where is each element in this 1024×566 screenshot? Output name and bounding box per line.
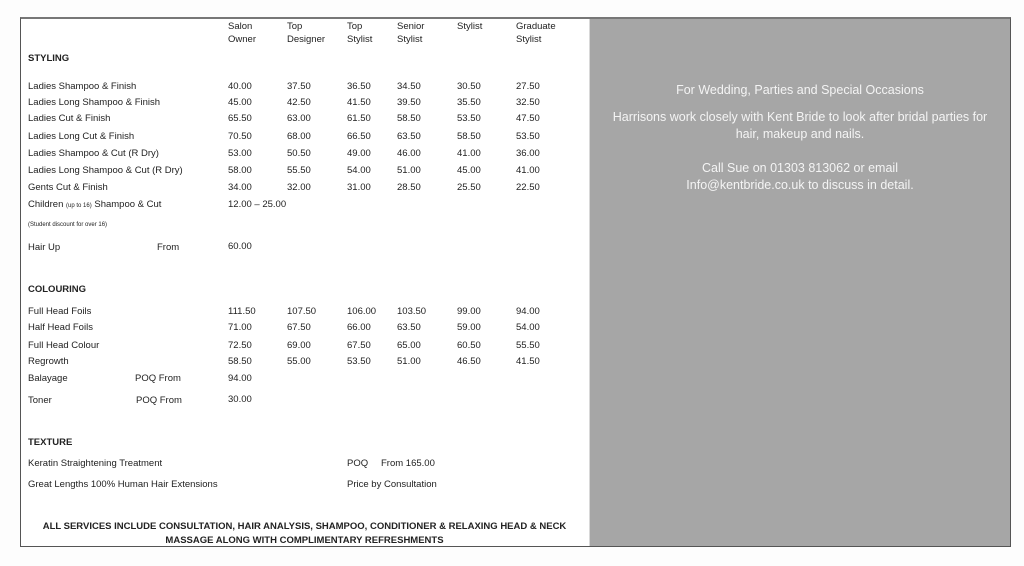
service-name: Balayage [28, 373, 68, 384]
price: Price by Consultation [347, 479, 437, 490]
student-discount-note: (Student discount for over 16) [28, 222, 108, 228]
service-name-suffix: Shampoo & Cut [94, 199, 162, 210]
service-name: Gents Cut & Finish [28, 182, 108, 193]
column-header-line2: Stylist [347, 34, 373, 45]
price-list-panel [21, 19, 588, 546]
service-name: Full Head Colour [28, 340, 100, 351]
price-graduate-stylist: 94.00 [516, 306, 540, 317]
section-title-styling: STYLING [28, 53, 70, 64]
price-top-designer: 37.50 [287, 81, 311, 92]
column-header-line1: Salon [228, 21, 253, 32]
price-senior-stylist: 39.50 [397, 97, 421, 108]
price-qualifier: From [157, 242, 180, 253]
services-footer-note [21, 520, 588, 548]
column-header-stylist [457, 20, 482, 33]
price-range: 12.00 – 25.00 [228, 199, 287, 210]
price-salon-owner: 111.50 [228, 306, 256, 317]
price-salon-owner: 58.00 [228, 165, 252, 176]
column-header-line2: Designer [287, 34, 326, 45]
bridal-contact-line-2: Info@kentbride.co.uk to discuss in detail. [686, 178, 914, 192]
price-salon-owner: 71.00 [228, 322, 252, 333]
price-top-designer: 67.50 [287, 322, 311, 333]
price-top-stylist: 54.00 [347, 165, 371, 176]
price-stylist: 45.00 [457, 165, 481, 176]
service-name: Hair Up [28, 242, 61, 253]
price-salon-owner: 72.50 [228, 340, 252, 351]
footer-line-1: ALL SERVICES INCLUDE CONSULTATION, HAIR ANALYSIS, SHAMPOO, CONDITIONER & RELAXING HEAD & NECK [42, 521, 567, 532]
price-list-document [20, 17, 1011, 547]
service-name: Ladies Shampoo & Cut (R Dry) [28, 148, 159, 159]
price-top-stylist: 41.50 [347, 97, 371, 108]
service-name: Regrowth [28, 356, 69, 367]
price-top-stylist: 66.50 [347, 131, 371, 142]
bridal-body-line-1: Harrisons work closely with Kent Bride to look after bridal parties for [612, 110, 988, 124]
column-header-line2: Owner [228, 34, 256, 45]
price-top-stylist: 67.50 [347, 340, 371, 351]
price-top-stylist: 61.50 [347, 113, 371, 124]
bridal-heading: For Wedding, Parties and Special Occasions [676, 83, 924, 97]
price-graduate-stylist: 27.50 [516, 81, 540, 92]
price-graduate-stylist: 55.50 [516, 340, 540, 351]
section-title-colouring: COLOURING [28, 284, 87, 295]
price-top-designer: 69.00 [287, 340, 311, 351]
price-graduate-stylist: 36.00 [516, 148, 540, 159]
section-title-texture: TEXTURE [28, 437, 73, 448]
price-top-designer: 32.00 [287, 182, 311, 193]
price-top-designer: 68.00 [287, 131, 311, 142]
price-graduate-stylist: 22.50 [516, 182, 540, 193]
column-header-line2: Stylist [516, 34, 542, 45]
service-name: Ladies Long Shampoo & Finish [28, 97, 161, 108]
price-stylist: 59.00 [457, 322, 481, 333]
price-salon-owner: 40.00 [228, 81, 252, 92]
column-header-line1: Senior [397, 21, 425, 32]
price-stylist: 25.50 [457, 182, 481, 193]
price-top-designer: 55.00 [287, 356, 311, 367]
price-top-designer: 55.50 [287, 165, 311, 176]
service-name: Toner [28, 395, 52, 406]
price-top-designer: 50.50 [287, 148, 311, 159]
bridal-info-panel [589, 19, 1010, 546]
price-stylist: 99.00 [457, 306, 481, 317]
price-graduate-stylist: 53.50 [516, 131, 540, 142]
price-salon-owner: 45.00 [228, 97, 252, 108]
bridal-body-line-2: hair, makeup and nails. [735, 127, 865, 141]
price-salon-owner: 58.50 [228, 356, 252, 367]
price-graduate-stylist: 54.00 [516, 322, 540, 333]
price-qualifier: POQ [347, 458, 369, 469]
price-senior-stylist: 51.00 [397, 165, 421, 176]
price-salon-owner: 70.50 [228, 131, 252, 142]
price-top-designer: 42.50 [287, 97, 311, 108]
price-stylist: 41.00 [457, 148, 481, 159]
price-graduate-stylist: 47.50 [516, 113, 540, 124]
column-header-line1: Top [347, 21, 363, 32]
price-graduate-stylist: 41.00 [516, 165, 540, 176]
service-name: Ladies Cut & Finish [28, 113, 111, 124]
price-stylist: 46.50 [457, 356, 481, 367]
column-header-top-stylist [347, 20, 372, 46]
price: 60.00 [228, 241, 252, 252]
price-senior-stylist: 46.00 [397, 148, 421, 159]
price-top-stylist: 49.00 [347, 148, 371, 159]
column-header-graduate-stylist [516, 20, 556, 46]
price-senior-stylist: 63.50 [397, 131, 421, 142]
price-stylist: 30.50 [457, 81, 481, 92]
price-stylist: 60.50 [457, 340, 481, 351]
price-top-stylist: 53.50 [347, 356, 371, 367]
service-name: Half Head Foils [28, 322, 93, 333]
price-stylist: 35.50 [457, 97, 481, 108]
price-top-stylist: 36.50 [347, 81, 371, 92]
service-name [28, 199, 161, 212]
column-header-line1: Top [287, 21, 303, 32]
column-header-line1: Stylist [457, 21, 483, 32]
column-header-line2: Stylist [397, 34, 423, 45]
service-name: Great Lengths 100% Human Hair Extensions [28, 479, 218, 490]
price: 30.00 [228, 394, 252, 405]
price-top-stylist: 106.00 [347, 306, 377, 317]
price-top-stylist: 31.00 [347, 182, 371, 193]
price-graduate-stylist: 32.50 [516, 97, 540, 108]
price-senior-stylist: 63.50 [397, 322, 421, 333]
price-stylist: 53.50 [457, 113, 481, 124]
price: 94.00 [228, 373, 252, 384]
column-header-top-designer [287, 20, 325, 46]
bridal-contact-line-1: Call Sue on 01303 813062 or email [702, 161, 898, 175]
column-header-senior-stylist [397, 20, 424, 46]
service-name: Full Head Foils [28, 306, 92, 317]
price-senior-stylist: 51.00 [397, 356, 421, 367]
price: From 165.00 [381, 458, 435, 469]
service-name: Ladies Long Cut & Finish [28, 131, 135, 142]
price-salon-owner: 53.00 [228, 148, 252, 159]
age-qualifier: (up to 16) [66, 203, 92, 209]
price-senior-stylist: 58.50 [397, 113, 421, 124]
price-qualifier: POQ From [135, 373, 181, 384]
service-name: Ladies Long Shampoo & Cut (R Dry) [28, 165, 183, 176]
price-salon-owner: 34.00 [228, 182, 252, 193]
column-header-salon-owner [228, 20, 256, 46]
price-senior-stylist: 28.50 [397, 182, 421, 193]
price-senior-stylist: 65.00 [397, 340, 421, 351]
price-senior-stylist: 103.50 [397, 306, 427, 317]
footer-line-2: MASSAGE ALONG WITH COMPLIMENTARY REFRESHMENTS [165, 535, 444, 546]
service-name: Keratin Straightening Treatment [28, 458, 163, 469]
column-header-line1: Graduate [516, 21, 556, 32]
price-qualifier: POQ From [136, 395, 182, 406]
price-graduate-stylist: 41.50 [516, 356, 540, 367]
price-senior-stylist: 34.50 [397, 81, 421, 92]
price-top-stylist: 66.00 [347, 322, 371, 333]
price-salon-owner: 65.50 [228, 113, 252, 124]
price-stylist: 58.50 [457, 131, 481, 142]
price-top-designer: 107.50 [287, 306, 317, 317]
service-name-prefix: Children [28, 199, 64, 210]
price-top-designer: 63.00 [287, 113, 311, 124]
service-name: Ladies Shampoo & Finish [28, 81, 137, 92]
